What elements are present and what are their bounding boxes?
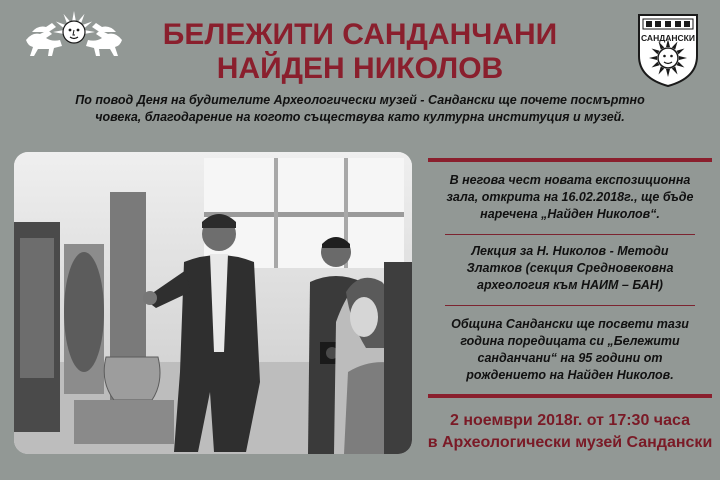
- announcement-line: зала, открита на 16.02.2018г., ще бъде: [446, 190, 694, 204]
- announcement-line: санданчани“ на 95 години от: [477, 351, 663, 365]
- title-line-1: БЕЛЕЖИТИ САНДАНЧАНИ: [162, 18, 558, 51]
- title-line-2: НАЙДЕН НИКОЛОВ: [216, 52, 504, 85]
- section-separator: [445, 305, 695, 306]
- page-title: [160, 18, 560, 86]
- announcement-line: наречена „Найден Николов“.: [480, 207, 660, 221]
- bottom-divider: [428, 394, 712, 398]
- announcement-line: рождението на Найден Николов.: [466, 368, 674, 382]
- announcement-line: Златков (секция Средновековна: [466, 261, 674, 275]
- announcement-line: В негова чест новата експозиционна: [449, 173, 691, 187]
- crest-wordmark: САНДАНСКИ: [641, 33, 695, 43]
- intro-line-1: По повод Деня на будителите Археологически музей - Сандански ще почете посмъртно: [75, 93, 645, 107]
- archival-photo: [14, 152, 412, 454]
- announcement-line: археология към НАИМ – БАН): [477, 278, 663, 292]
- event-venue: в Археологически музей Сандански: [427, 434, 713, 451]
- announcement-line: Лекция за Н. Николов - Методи: [471, 244, 669, 258]
- sandanski-crest-logo: [636, 12, 700, 88]
- announcement-line: година поредицата си „Бележити: [460, 334, 680, 348]
- announcement-line: Община Сандански ще посвети тази: [451, 317, 689, 331]
- announcement-exhibition-hall: [432, 172, 708, 223]
- announcement-lecture: [432, 243, 708, 294]
- sun-chariot-horses-icon: [22, 10, 126, 60]
- section-separator: [445, 234, 695, 235]
- intro-text: [30, 92, 690, 126]
- announcement-municipality: [432, 316, 708, 384]
- top-divider: [428, 158, 712, 162]
- intro-line-2: човека, благодарение на когото съществува като културна институция и музей.: [95, 110, 625, 124]
- event-date-time: 2 ноември 2018г. от 17:30 часа: [450, 412, 690, 429]
